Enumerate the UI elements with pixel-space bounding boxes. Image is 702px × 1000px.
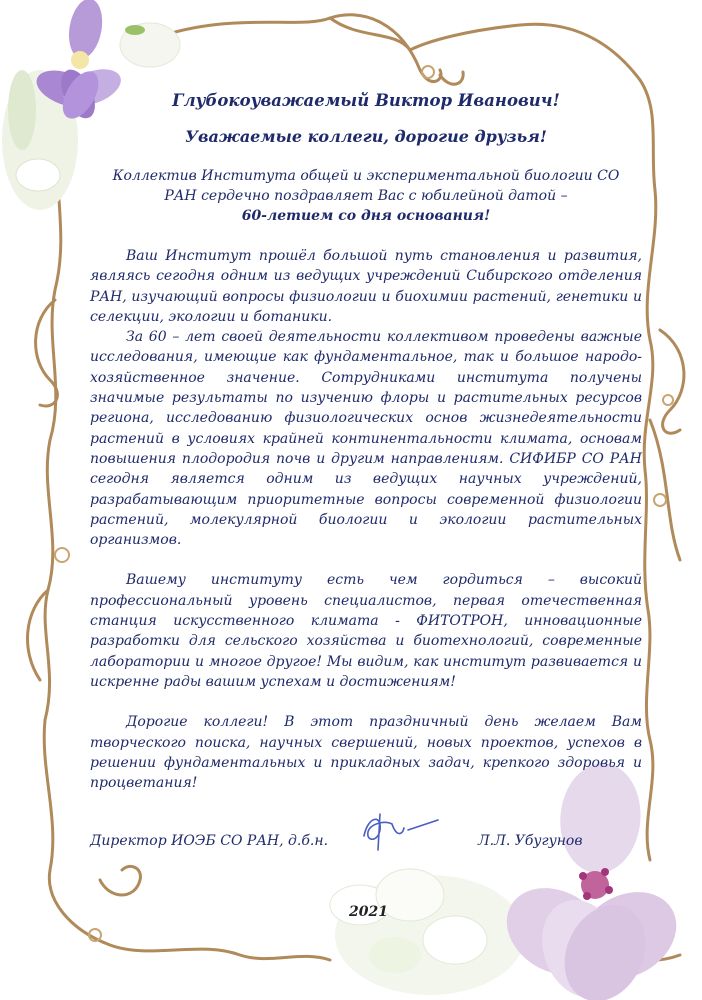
signatory-title: Директор ИОЭБ СО РАН, д.б.н.: [90, 833, 329, 849]
signature-row: [90, 833, 610, 859]
letter-year: 2021: [349, 904, 388, 920]
signatory-name: Л.Л. Убугунов: [478, 833, 583, 849]
bottom-flowers: [330, 760, 692, 1000]
intro-text: [90, 166, 642, 226]
greeting-title: Глубокоуважаемый Виктор Иванович!: [172, 91, 560, 110]
paragraph-4: Дорогие коллеги! В этот праздничный день желаем Вам творческого поиска, научных свершений, новых проектов, успехов в решении фундаментальных и прикладных задач, крепкого здоровья и процветания!: [90, 714, 642, 792]
paragraph-2: За 60 – лет своей деятельности коллективом проведены важные исследования, имеющие как фундаментальное, так и большое народо-хозяйственное значение. Сотрудниками института получены значимые результаты по изучению флоры и растительных ресурсов региона, исследованию физиологических основ жизнедеятельности растений в условиях крайней континентальности климата, основам повышения плодородия почв и другим направлениям. СИФИБР СО РАН сегодня является одним из ведущих научных учреждений, разрабатывающим приоритетные вопросы современной физиологии растений, молекулярной биологии и экологии растительных организмов.: [90, 329, 642, 549]
intro-emphasis: 60-летием со дня основания!: [241, 208, 491, 224]
paragraph-3: Вашему институту есть чем гордиться – высокий профессиональный уровень специалистов, первая отечественная станция искусственного климата - ФИТОТРОН, инновационные разработки для сельского хозяйства и биотехнологий, современные лаборатории и многое другое! Мы видим, как институт развивается и искренне рады вашим успехам и достижениям!: [90, 572, 642, 690]
letter-body: [90, 90, 642, 793]
intro-sentence: Коллектив Института общей и экспериментальной биологии СО РАН сердечно поздравляет Вас с юбилейной датой –: [112, 168, 620, 204]
greeting-subtitle: Уважаемые коллеги, дорогие друзья!: [185, 127, 547, 146]
paragraph-1: Ваш Институт прошёл большой путь становления и развития, являясь сегодня одним из ведущих учреждений Сибирского отделения РАН, изучающий вопросы физиологии и биохимии растений, генетики и селекции, экологии и ботаники.: [90, 248, 642, 325]
